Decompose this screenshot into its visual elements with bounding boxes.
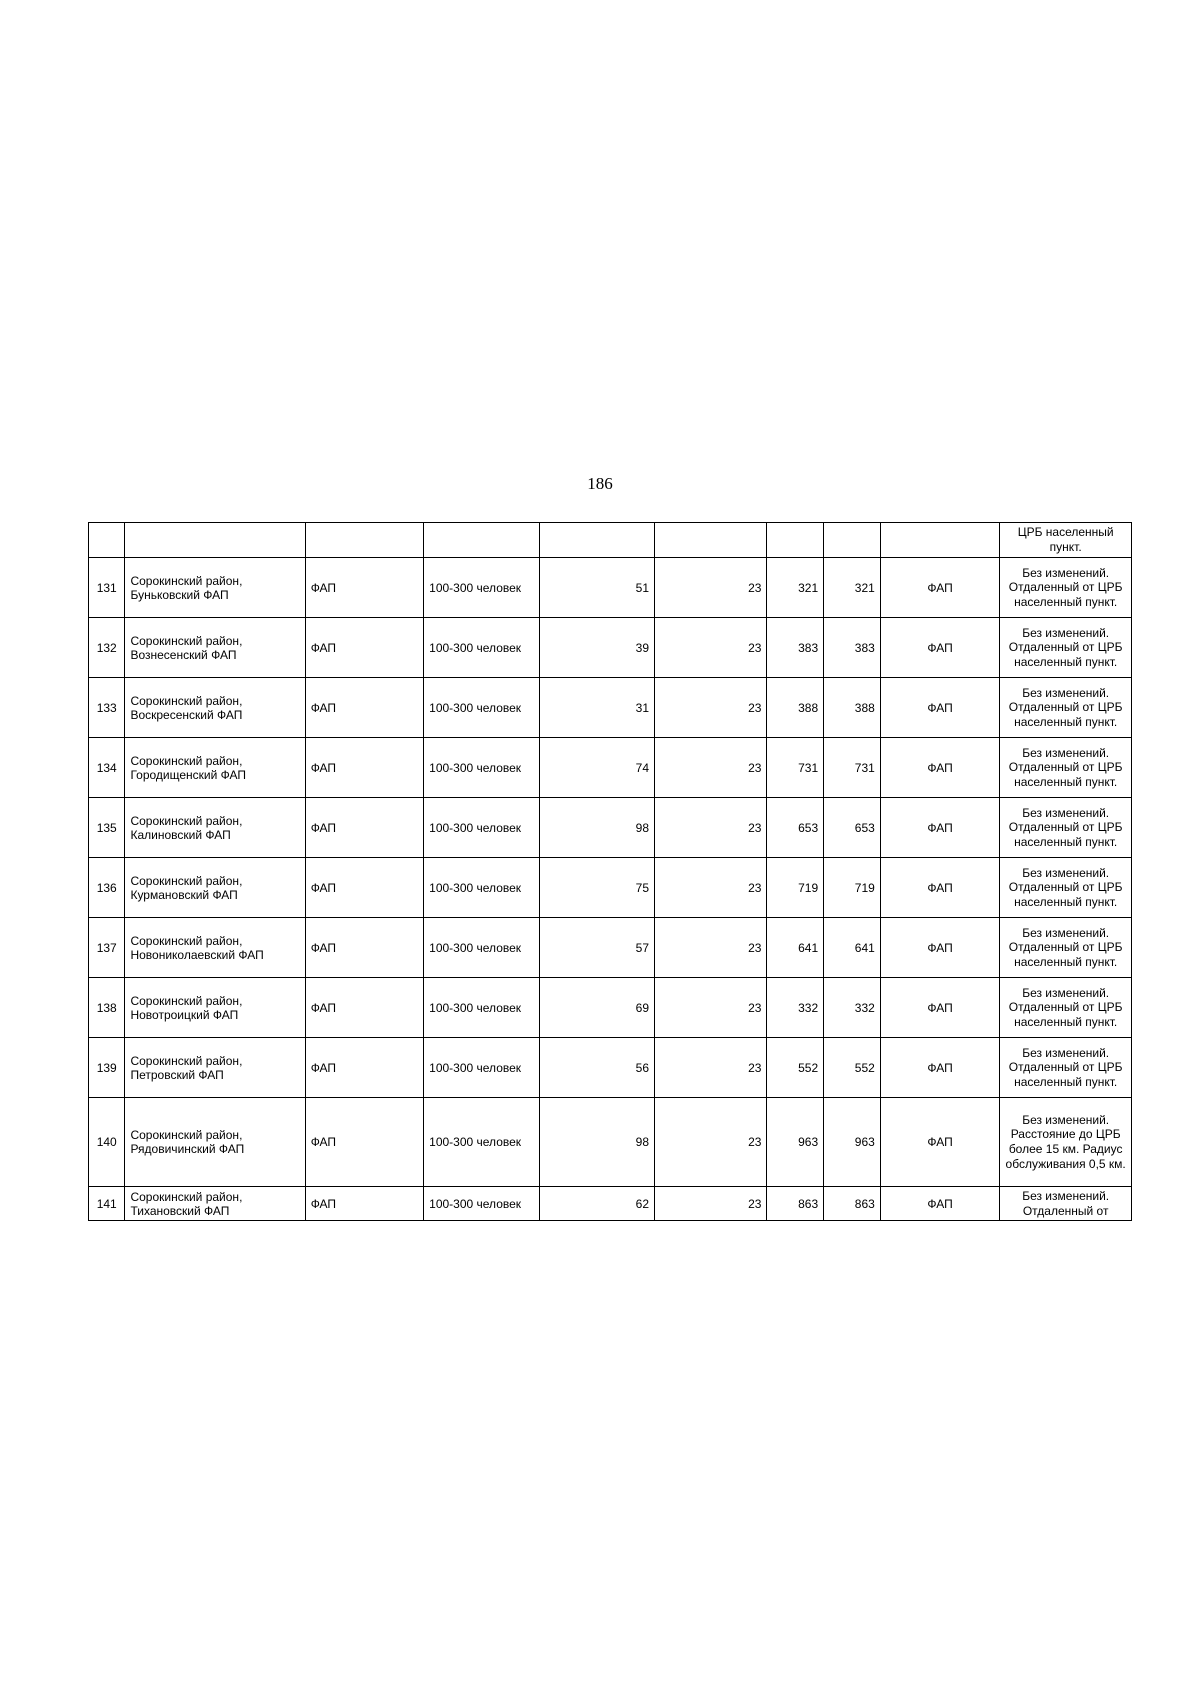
cell-facility-name: Сорокинский район, Рядовичинский ФАП — [125, 1098, 305, 1187]
cell-value-1: 57 — [539, 918, 654, 978]
cell-value-4: 731 — [824, 738, 881, 798]
cell-row-number: 131 — [89, 558, 125, 618]
cell-value-1: 39 — [539, 618, 654, 678]
cell-value-2: 23 — [655, 678, 767, 738]
cell-facility-name: Сорокинский район, Новониколаевский ФАП — [125, 918, 305, 978]
cell-value-3: 731 — [767, 738, 824, 798]
cell-object-type: ФАП — [880, 1187, 999, 1221]
cell-value-2: 23 — [655, 738, 767, 798]
cell-population: 100-300 человек — [424, 678, 539, 738]
table-row — [89, 858, 1132, 918]
table-row — [89, 798, 1132, 858]
cell-facility-name: Сорокинский район, Калиновский ФАП — [125, 798, 305, 858]
cell-facility-name: Сорокинский район, Петровский ФАП — [125, 1038, 305, 1098]
cell-population: 100-300 человек — [424, 858, 539, 918]
cell-value-1: 31 — [539, 678, 654, 738]
page-number: 186 — [587, 474, 613, 493]
cell-facility-name: Сорокинский район, Буньковский ФАП — [125, 558, 305, 618]
cell-object-type: ФАП — [880, 678, 999, 738]
cell-row-number: 138 — [89, 978, 125, 1038]
cell-value-4: 388 — [824, 678, 881, 738]
cell-population: 100-300 человек — [424, 618, 539, 678]
cell-row-number: 133 — [89, 678, 125, 738]
cell-note: Без изменений. Отдаленный от ЦРБ населенный пункт. — [1000, 1038, 1132, 1098]
cell-value-2: 23 — [655, 618, 767, 678]
table-row — [89, 1187, 1132, 1221]
cell-value-4: 653 — [824, 798, 881, 858]
table-row — [89, 558, 1132, 618]
cell-facility-type: ФАП — [305, 1098, 423, 1187]
cell-value-3: 719 — [767, 858, 824, 918]
cell-object-type: ФАП — [880, 1098, 999, 1187]
cell-facility-type: ФАП — [305, 858, 423, 918]
cell-facility-name: Сорокинский район, Воскресенский ФАП — [125, 678, 305, 738]
cell-value-3: 863 — [767, 1187, 824, 1221]
cell-note: ЦРБ населенный пункт. — [1000, 523, 1132, 558]
cell-value-3: 653 — [767, 798, 824, 858]
cell-empty — [767, 523, 824, 558]
table-row — [89, 978, 1132, 1038]
cell-value-1: 98 — [539, 1098, 654, 1187]
cell-value-1: 51 — [539, 558, 654, 618]
cell-facility-type: ФАП — [305, 558, 423, 618]
cell-facility-type: ФАП — [305, 678, 423, 738]
cell-facility-type: ФАП — [305, 1038, 423, 1098]
cell-value-1: 62 — [539, 1187, 654, 1221]
cell-object-type: ФАП — [880, 738, 999, 798]
table-row — [89, 678, 1132, 738]
cell-note: Без изменений. Отдаленный от ЦРБ населенный пункт. — [1000, 858, 1132, 918]
cell-value-2: 23 — [655, 918, 767, 978]
cell-note: Без изменений. Отдаленный от ЦРБ населенный пункт. — [1000, 678, 1132, 738]
cell-value-2: 23 — [655, 858, 767, 918]
cell-value-3: 332 — [767, 978, 824, 1038]
cell-object-type: ФАП — [880, 558, 999, 618]
cell-object-type: ФАП — [880, 798, 999, 858]
cell-note: Без изменений. Отдаленный от ЦРБ населенный пункт. — [1000, 558, 1132, 618]
cell-value-2: 23 — [655, 1187, 767, 1221]
table-row — [89, 918, 1132, 978]
cell-empty — [539, 523, 654, 558]
facilities-table — [88, 522, 1132, 1221]
cell-value-3: 641 — [767, 918, 824, 978]
cell-empty — [125, 523, 305, 558]
cell-facility-type: ФАП — [305, 978, 423, 1038]
cell-value-2: 23 — [655, 1038, 767, 1098]
cell-value-2: 23 — [655, 558, 767, 618]
cell-population: 100-300 человек — [424, 1098, 539, 1187]
table-body — [89, 523, 1132, 1221]
cell-note: Без изменений. Отдаленный от ЦРБ населенный пункт. — [1000, 738, 1132, 798]
cell-value-4: 641 — [824, 918, 881, 978]
cell-value-1: 98 — [539, 798, 654, 858]
cell-facility-name: Сорокинский район, Тихановский ФАП — [125, 1187, 305, 1221]
cell-population: 100-300 человек — [424, 978, 539, 1038]
table-row — [89, 738, 1132, 798]
cell-empty — [424, 523, 539, 558]
cell-empty — [824, 523, 881, 558]
cell-value-2: 23 — [655, 1098, 767, 1187]
cell-value-3: 383 — [767, 618, 824, 678]
cell-object-type: ФАП — [880, 1038, 999, 1098]
cell-row-number: 141 — [89, 1187, 125, 1221]
cell-value-1: 74 — [539, 738, 654, 798]
cell-population: 100-300 человек — [424, 738, 539, 798]
cell-object-type: ФАП — [880, 618, 999, 678]
cell-value-3: 388 — [767, 678, 824, 738]
cell-empty — [655, 523, 767, 558]
cell-value-4: 963 — [824, 1098, 881, 1187]
cell-facility-type: ФАП — [305, 738, 423, 798]
cell-facility-type: ФАП — [305, 798, 423, 858]
cell-population: 100-300 человек — [424, 918, 539, 978]
cell-facility-type: ФАП — [305, 618, 423, 678]
cell-population: 100-300 человек — [424, 558, 539, 618]
cell-object-type: ФАП — [880, 918, 999, 978]
cell-object-type: ФАП — [880, 858, 999, 918]
cell-row-number: 136 — [89, 858, 125, 918]
cell-population: 100-300 человек — [424, 1187, 539, 1221]
cell-note: Без изменений. Отдаленный от — [1000, 1187, 1132, 1221]
cell-facility-type: ФАП — [305, 918, 423, 978]
table-row — [89, 1038, 1132, 1098]
cell-empty — [89, 523, 125, 558]
cell-row-number: 132 — [89, 618, 125, 678]
cell-row-number: 134 — [89, 738, 125, 798]
cell-facility-name: Сорокинский район, Новотроицкий ФАП — [125, 978, 305, 1038]
cell-value-3: 963 — [767, 1098, 824, 1187]
cell-note: Без изменений. Отдаленный от ЦРБ населенный пункт. — [1000, 798, 1132, 858]
cell-empty — [305, 523, 423, 558]
cell-value-4: 383 — [824, 618, 881, 678]
cell-row-number: 140 — [89, 1098, 125, 1187]
cell-population: 100-300 человек — [424, 798, 539, 858]
cell-note: Без изменений. Расстояние до ЦРБ более 15 км. Радиус обслуживания 0,5 км. — [1000, 1098, 1132, 1187]
cell-value-2: 23 — [655, 978, 767, 1038]
cell-value-1: 69 — [539, 978, 654, 1038]
cell-note: Без изменений. Отдаленный от ЦРБ населенный пункт. — [1000, 918, 1132, 978]
cell-population: 100-300 человек — [424, 1038, 539, 1098]
cell-facility-name: Сорокинский район, Вознесенский ФАП — [125, 618, 305, 678]
cell-value-4: 863 — [824, 1187, 881, 1221]
cell-value-3: 552 — [767, 1038, 824, 1098]
cell-value-4: 321 — [824, 558, 881, 618]
cell-facility-name: Сорокинский район, Городищенский ФАП — [125, 738, 305, 798]
cell-value-4: 719 — [824, 858, 881, 918]
cell-row-number: 137 — [89, 918, 125, 978]
table-row — [89, 618, 1132, 678]
cell-value-3: 321 — [767, 558, 824, 618]
cell-value-1: 75 — [539, 858, 654, 918]
cell-value-2: 23 — [655, 798, 767, 858]
cell-facility-name: Сорокинский район, Курмановский ФАП — [125, 858, 305, 918]
cell-value-4: 552 — [824, 1038, 881, 1098]
cell-note: Без изменений. Отдаленный от ЦРБ населенный пункт. — [1000, 978, 1132, 1038]
cell-value-1: 56 — [539, 1038, 654, 1098]
cell-value-4: 332 — [824, 978, 881, 1038]
cell-row-number: 135 — [89, 798, 125, 858]
cell-empty — [880, 523, 999, 558]
cell-note: Без изменений. Отдаленный от ЦРБ населенный пункт. — [1000, 618, 1132, 678]
cell-row-number: 139 — [89, 1038, 125, 1098]
table-row — [89, 1098, 1132, 1187]
cell-object-type: ФАП — [880, 978, 999, 1038]
cell-facility-type: ФАП — [305, 1187, 423, 1221]
table-row-continued — [89, 523, 1132, 558]
